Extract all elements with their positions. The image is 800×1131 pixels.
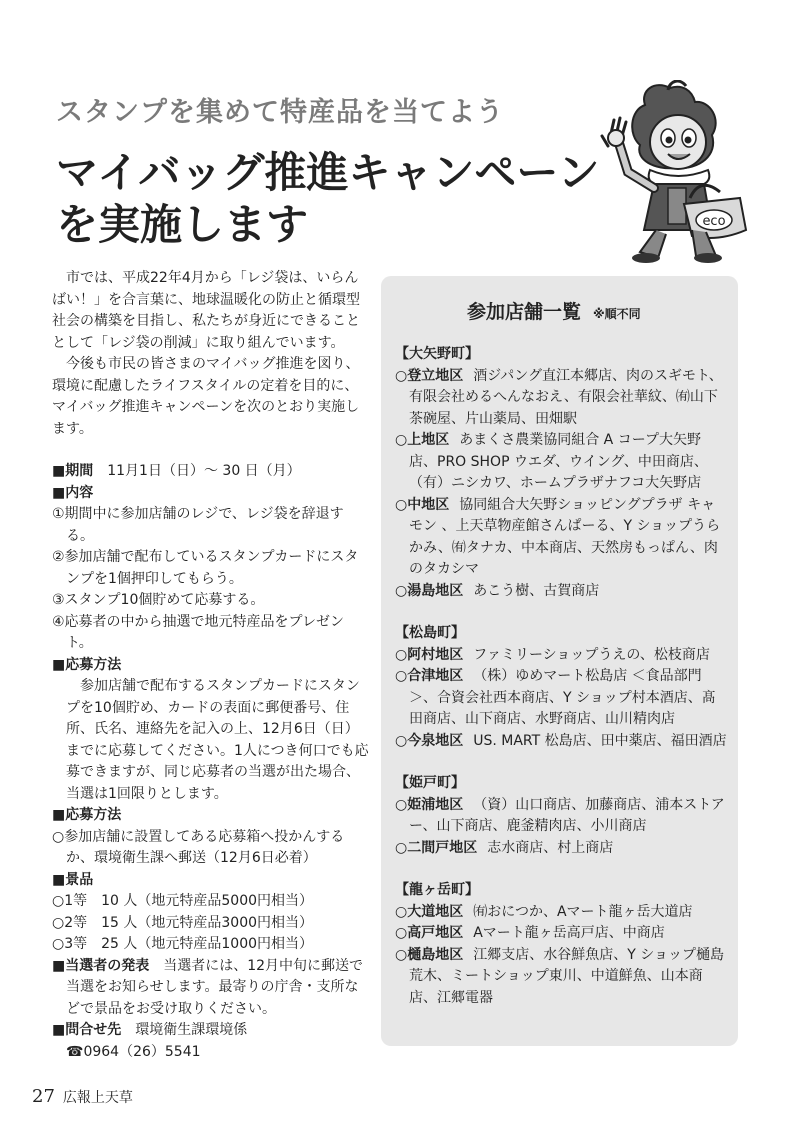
district-name: ○中地区: [395, 496, 450, 513]
district-entry: [395, 495, 727, 581]
store-list-panel: [381, 276, 738, 1046]
prize-item: ○2等 15 人（地元特産品3000円相当）: [52, 914, 314, 931]
store-list: [395, 344, 727, 1009]
district-name: ○阿村地区: [395, 646, 464, 663]
district-name: ○樋島地区: [395, 946, 464, 963]
store-list-title: 参加店舗一覧: [467, 301, 582, 323]
district-name: ○二間戸地区: [395, 839, 478, 856]
district-stores: 協同組合大矢野ショッピングプラザ キャモン 、上天草物産館さんぱーる、Y ショップうらかみ、㈲タナカ、中本商店、天然房もっぱん、肉のタカシマ: [409, 496, 721, 577]
apply-method-2-text: ○参加店舗に設置してある応募箱へ投かんするか、環境衛生課へ郵送（12月6日必着）: [52, 828, 345, 866]
contact-phone: ☎0964（26）5541: [66, 1043, 201, 1060]
district-entry: [395, 430, 727, 495]
district-entry: [395, 838, 727, 860]
period-section: [52, 461, 370, 483]
district-name: ○大道地区: [395, 903, 464, 920]
prizes-label: ■景品: [52, 871, 94, 888]
intro-paragraph-1: 市では、平成22年4月から「レジ袋は、いらんばい！」を合言葉に、地球温暖化の防止と循環型社会の構築を目指し、私たちが身近にできることとして「レジ袋の削減」に取り組んでいます。: [52, 270, 360, 351]
district-entry: [395, 795, 727, 838]
content-item: ④応募者の中から抽選で地元特産品をプレゼント。: [52, 613, 344, 651]
district-entry: [395, 945, 727, 1010]
announcement-label: ■当選者の発表: [52, 957, 150, 974]
apply-method-2-label: ■応募方法: [52, 807, 122, 823]
district-entry: [395, 902, 727, 924]
district-stores: あまくさ農業協同組合 A コープ大矢野店、PRO SHOP ウエダ、ウイング、中田商店、（有）ニシカワ、ホームプラザナフコ大矢野店: [409, 432, 708, 491]
page-title-line-2: を実施します: [56, 200, 309, 249]
page-title-line-1: マイバッグ推進キャンペーン: [56, 148, 600, 197]
content-label: ■内容: [52, 484, 94, 501]
store-list-note: ※順不同: [593, 307, 641, 321]
content-item: ③スタンプ10個貯めて応募する。: [52, 592, 265, 608]
announcement-section: [52, 956, 370, 1021]
district-entry: [395, 666, 727, 731]
district-stores: ㈲おにつか、Aマート龍ヶ岳大道店: [473, 903, 693, 920]
district-entry: [395, 366, 727, 431]
district-name: ○高戸地区: [395, 925, 464, 941]
prize-item: ○1等 10 人（地元特産品5000円相当）: [52, 893, 314, 909]
district-entry: [395, 731, 727, 753]
district-stores: 酒ジパング直江本郷店、肉のスギモト、有限会社めるへんなおえ、有限会社華紋、㈲山下茶碗屋、片山薬局、田畑駅: [409, 367, 723, 427]
district-stores: ファミリーショップうえの、松枝商店: [473, 646, 710, 663]
district-name: ○上地区: [395, 432, 450, 448]
town-heading: 【姫戸町】: [395, 775, 465, 791]
announcement-text: 当選者には、12月中旬に郵送で当選をお知らせします。最寄りの庁舎・支所などで景品をお受け取りください。: [66, 957, 364, 1017]
district-name: ○湯島地区: [395, 582, 464, 599]
intro-paragraph-2: 今後も市民の皆さまのマイバッグ推進を図り、環境に配慮したライフスタイルの定着を目的に、マイバッグ推進キャンペーンを次のとおり実施します。: [52, 356, 360, 437]
publication-name: 広報上天草: [62, 1090, 133, 1106]
period-value: 11月1日（日）～ 30 日（月）: [107, 463, 301, 479]
district-entry: [395, 645, 727, 667]
town-heading: 【龍ヶ岳町】: [395, 882, 479, 898]
district-stores: 江郷支店、水谷鮮魚店、Y ショップ樋島荒木、ミートショップ東川、中道鮮魚、山本商店、江郷電器: [409, 946, 724, 1006]
page-footer: [32, 1086, 133, 1107]
page-number: 27: [32, 1086, 55, 1107]
apply-method-text: 参加店舗で配布するスタンプカードにスタンプを10個貯め、カードの表面に郵便番号、住所、氏名、連絡先を記入の上、12月6日（日）までに応募してください。1人につき何口でも応募できますが、同じ応募者の当選が出た場合、当選は1回限りとします。: [66, 678, 369, 802]
town-heading: 【大矢野町】: [395, 346, 479, 362]
contact-section: [52, 1020, 370, 1042]
mascot-illustration: [600, 80, 750, 265]
district-stores: あこう樹、古賀商店: [473, 582, 600, 599]
district-name: ○合津地区: [395, 668, 464, 684]
prize-item: ○3等 25 人（地元特産品1000円相当）: [52, 936, 314, 952]
district-name: ○今泉地区: [395, 732, 464, 749]
content-item: ①期間中に参加店舗のレジで、レジ袋を辞退する。: [52, 506, 344, 544]
period-label: ■期間: [52, 463, 94, 479]
district-stores: （資）山口商店、加藤商店、浦本ストアー、山下商店、鹿釜精肉店、小川商店: [409, 796, 725, 834]
page-subtitle: スタンプを集めて特産品を当てよう: [56, 97, 504, 128]
district-stores: Aマート龍ヶ岳高戸店、中商店: [473, 925, 665, 941]
district-entry: [395, 581, 727, 603]
content-item: ②参加店舗で配布しているスタンプカードにスタンプを1個押印してもらう。: [52, 549, 359, 587]
contact-label: ■問合せ先: [52, 1022, 122, 1038]
town-heading: 【松島町】: [395, 625, 465, 641]
article-body: [52, 268, 370, 1063]
district-entry: [395, 923, 727, 945]
district-stores: 志水商店、村上商店: [487, 839, 614, 856]
store-list-header: [467, 302, 641, 326]
eco-bag-label: eco: [702, 214, 726, 229]
district-name: ○姫浦地区: [395, 796, 464, 813]
district-stores: US. MART 松島店、田中薬店、福田酒店: [473, 732, 727, 749]
district-name: ○登立地区: [395, 367, 464, 384]
district-stores: （株）ゆめマート松島店 ＜食品部門＞、合資会社西本商店、Y ショップ村本酒店、髙田商店、山下商店、水野商店、山川精肉店: [409, 668, 716, 727]
contact-dept: 環境衛生課環境係: [135, 1022, 248, 1038]
apply-method-label: ■応募方法: [52, 656, 122, 673]
